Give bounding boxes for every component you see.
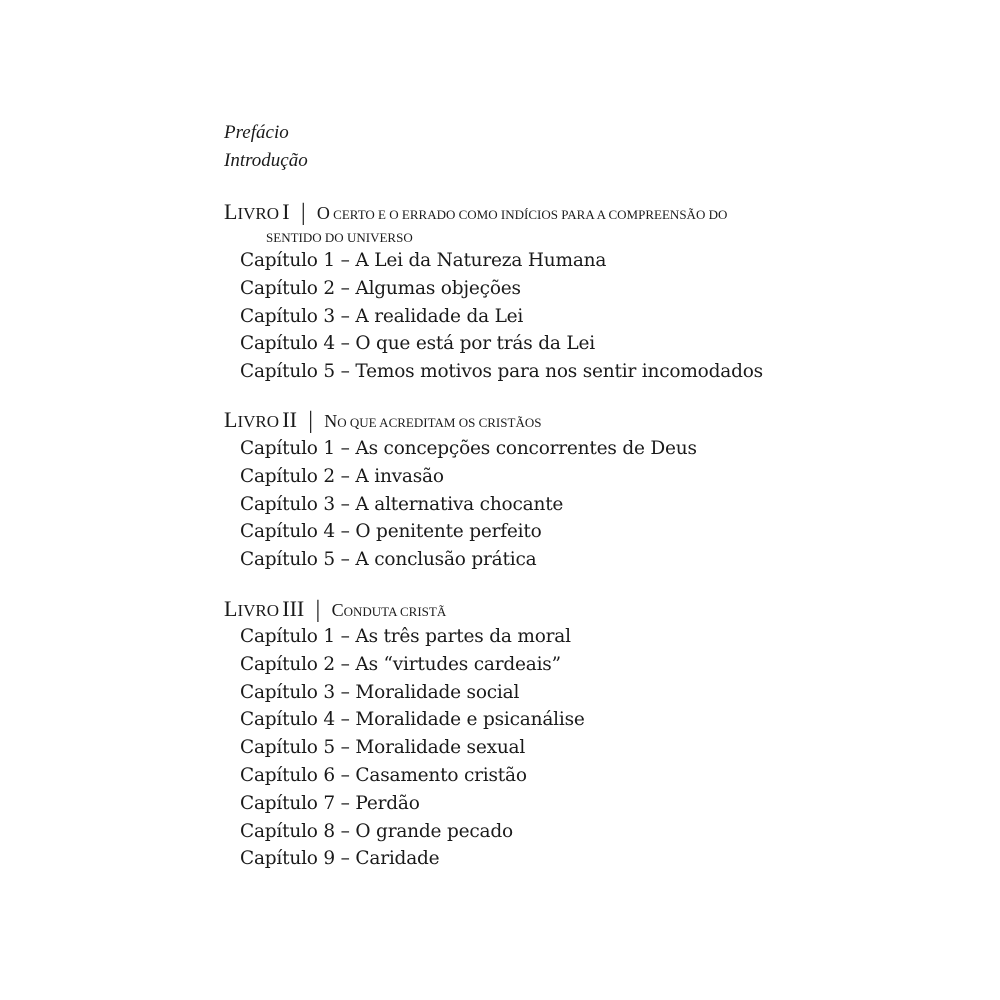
- book-label: LIVRO: [224, 199, 280, 224]
- chapter-link[interactable]: Capítulo 4 – Moralidade e psicanálise: [240, 709, 585, 731]
- book-2-heading: [224, 408, 541, 435]
- book-number: I: [282, 199, 290, 224]
- separator-bar: |: [300, 200, 306, 226]
- chapter-link[interactable]: Capítulo 8 – O grande pecado: [240, 820, 513, 842]
- chapter-link[interactable]: Capítulo 6 – Casamento cristão: [240, 764, 527, 786]
- chapter-link[interactable]: Capítulo 5 – Temos motivos para nos sentir incomodados: [240, 361, 763, 383]
- book-3-chapter-list: [240, 623, 585, 873]
- chapter-link[interactable]: Capítulo 4 – O penitente perfeito: [240, 521, 542, 543]
- separator-bar: |: [315, 597, 321, 623]
- chapter-link[interactable]: Capítulo 2 – A invasão: [240, 465, 444, 487]
- front-matter-preface: Prefácio: [224, 122, 289, 143]
- book-title: O CERTO E O ERRADO COMO INDÍCIOS PARA A COMPREENSÃO DO: [316, 203, 728, 223]
- book-title: NO QUE ACREDITAM OS CRISTÃOS: [324, 411, 542, 431]
- chapter-link[interactable]: Capítulo 5 – Moralidade sexual: [240, 737, 526, 759]
- chapter-link[interactable]: Capítulo 4 – O que está por trás da Lei: [240, 333, 595, 355]
- book-1-heading: [224, 200, 727, 250]
- chapter-link[interactable]: Capítulo 2 – As “virtudes cardeais”: [240, 653, 561, 675]
- separator-bar: |: [308, 408, 313, 434]
- book-3-heading: [224, 597, 446, 624]
- book-2-chapter-list: [240, 435, 697, 574]
- chapter-link[interactable]: Capítulo 1 – As três partes da moral: [240, 626, 571, 647]
- book-label: LIVRO: [224, 407, 280, 432]
- chapter-link[interactable]: Capítulo 5 – A conclusão prática: [240, 549, 537, 571]
- chapter-link[interactable]: Capítulo 3 – A realidade da Lei: [240, 305, 524, 327]
- chapter-link[interactable]: Capítulo 3 – Moralidade social: [240, 681, 520, 703]
- book-number: III: [282, 596, 305, 621]
- book-title-continued: SENTIDO DO UNIVERSO: [266, 230, 413, 245]
- chapter-link[interactable]: Capítulo 9 – Caridade: [240, 848, 440, 870]
- front-matter-introduction: Introdução: [224, 150, 308, 171]
- chapter-link[interactable]: Capítulo 7 – Perdão: [240, 792, 420, 814]
- chapter-link[interactable]: Capítulo 1 – A Lei da Natureza Humana: [240, 250, 607, 271]
- chapter-link[interactable]: Capítulo 1 – As concepções concorrentes de Deus: [240, 438, 697, 459]
- book-label: LIVRO: [224, 596, 280, 621]
- chapter-link[interactable]: Capítulo 2 – Algumas objeções: [240, 277, 521, 299]
- chapter-link[interactable]: Capítulo 3 – A alternativa chocante: [240, 493, 564, 515]
- book-number: II: [282, 407, 297, 432]
- book-title: CONDUTA CRISTÃ: [331, 600, 447, 620]
- book-1-chapter-list: [240, 247, 763, 386]
